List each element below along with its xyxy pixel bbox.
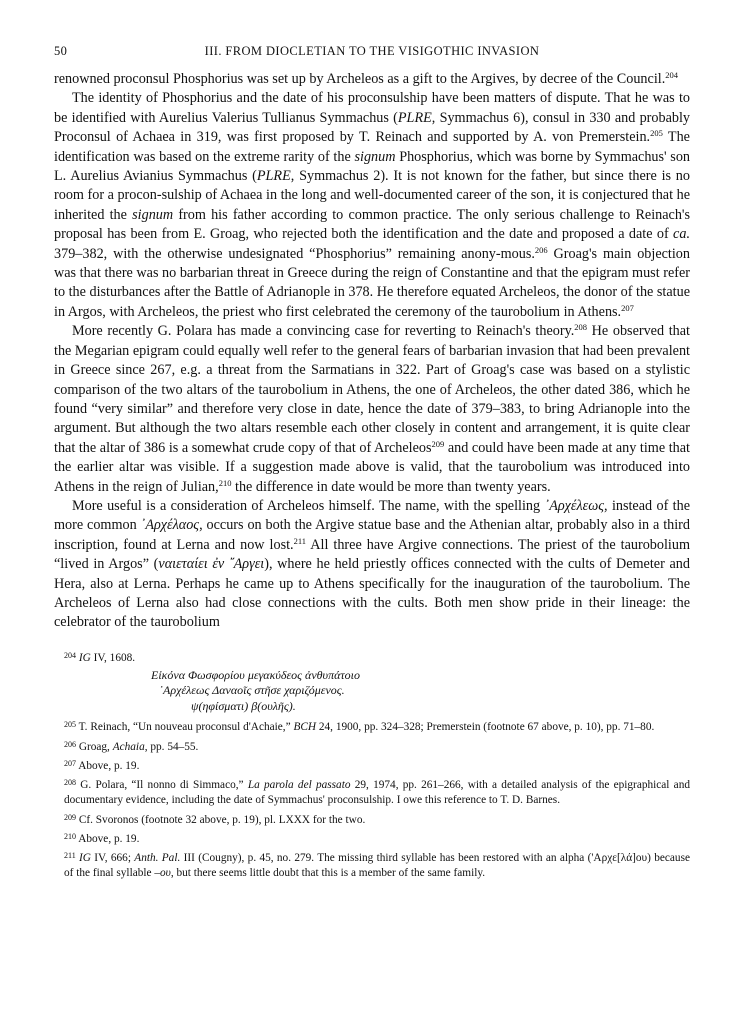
text-run: Cf. Svoronos (footnote 32 above, p. 19), pl. LXXX for the two.	[78, 813, 366, 826]
verse-line: ᾿Αρχέλεως Δαναοῖς στῆσε χαριζόμενος.	[159, 683, 345, 698]
paragraph	[54, 322, 690, 497]
italic-run: ca.	[673, 226, 690, 243]
footnotes	[54, 651, 690, 882]
footnote-ref: 207	[621, 302, 634, 313]
text-run: renowned proconsul Phosphorius was set up by Archeleos as a gift to the Argives, by decree of the Council.	[54, 71, 666, 87]
paragraph	[54, 497, 690, 633]
text-run: T. Reinach, “Un nouveau proconsul d'Achaie,”	[78, 721, 294, 734]
italic-run: PLRE	[397, 109, 432, 126]
page	[54, 36, 690, 881]
footnote	[54, 740, 690, 755]
text-run: III (Cougny), p. 45, no. 279. The missing third syllable has been restored with an alpha ('Αρχε[λά]ου) because of the final syllable –	[64, 851, 690, 880]
running-head: III. FROM DIOCLETIAN TO THE VISIGOTHIC INVASION	[204, 44, 540, 58]
footnote-number: 209	[64, 812, 76, 822]
footnote-number: 204	[64, 650, 76, 660]
footnote-ref: 209	[431, 438, 445, 449]
greek-run: ᾿Αρχέλαος	[140, 517, 200, 534]
text-run: Groag,	[78, 740, 113, 753]
footnote	[54, 832, 690, 847]
footnote-number: 210	[64, 831, 76, 841]
text-run: G. Polara, “Il nonno di Simmaco,”	[80, 779, 248, 792]
italic-run: BCH	[293, 721, 317, 734]
text-run: , instead of the more common	[54, 497, 690, 534]
paragraph	[54, 70, 690, 89]
text-run: More useful is a consideration of Archeleos himself. The name, with the spelling	[72, 497, 545, 514]
page-number: 50	[54, 44, 68, 58]
text-run: , Symmachus 6), consul in 330 and probably Proconsul of Achaea in 319, was first proposed by T. Reinach and supported by A. von Premerstein.	[54, 109, 690, 146]
italic-run: PLRE	[256, 168, 291, 185]
text-run: , Symmachus 2). It is not known for the father, but since there is no room for a procon-sulship of Achaea in the long and well-documented career of the son, it is conjectured that he inherited the	[54, 168, 690, 223]
italic-run: Anth. Pal.	[134, 851, 181, 864]
text-run: IV, 1608.	[90, 651, 136, 664]
footnote-ref: 208	[574, 322, 588, 333]
verse-line: Εἰκόνα Φωσφορίου μεγακύδεος ἀνθυπάτοιο	[151, 667, 361, 682]
footnote-ref: 211	[293, 535, 307, 546]
text-run: IV, 666;	[90, 851, 135, 864]
footnote-ref: 206	[534, 244, 548, 255]
text-run: , occurs on both the Argive statue base and the Athenian altar, probably also in a third inscription, found at Lerna and now lost.	[54, 517, 690, 553]
text-run: 24, 1900, pp. 324–328; Premerstein (footnote 67 above, p. 10), pp. 71–80.	[316, 721, 655, 734]
footnote-ref: 205	[650, 128, 663, 139]
page-header	[54, 36, 690, 58]
text-run: 379–382, with the otherwise undesignated “Phosphorius” remaining anony-mous.	[54, 245, 535, 262]
text-run: the difference in date would be more than twenty years.	[231, 478, 551, 495]
italic-run: Achaia	[112, 740, 145, 753]
text-run: from his father according to common practice. The only serious challenge to Reinach's proposal has been from E. Groag, who rejected both the identification and the date and proposed a date of	[54, 206, 690, 243]
footnote-number: 207	[64, 758, 76, 768]
text-run: He observed that the Megarian epigram could equally well refer to the general fears of barbarian invasion that had been prevalent in Greece since 267, e.g. a threat from the Sarmatians in 322. Part of Groag's case was based on a stylistic comparison of the two altars of the taurobolium in Athens, the one of Archeleos, the other dated 386, which he found “very similar” and therefore very close in date, hence the date of 379–383, to bring Adrianople into the argument. But although the two altars resemble each other closely in content and arrangement, it is quite clear that the altar of 386 is a somewhat crude copy of that of Archeleos	[54, 323, 690, 456]
italic-run: IG	[79, 851, 91, 864]
italic-run: signum	[132, 206, 174, 223]
text-run: , but there seems little doubt that this is a member of the same family.	[170, 867, 486, 880]
verse-line: ψ(ηφίσματι) β(ουλῆς).	[191, 698, 296, 713]
greek-run: ᾿Αρχέλεως	[544, 497, 605, 514]
text-run: All three have Argive connections. The priest of the taurobolium “lived in Argos” (	[54, 536, 690, 573]
footnote-number: 208	[64, 778, 76, 788]
footnote	[54, 851, 690, 881]
text-run: More recently G. Polara has made a convincing case for reverting to Reinach's theory.	[72, 323, 575, 340]
italic-run: signum	[354, 148, 396, 165]
footnote	[54, 720, 690, 735]
text-run: ), where he held priestly offices connected with the cults of Demeter and Hera, also at Lerna. Perhaps he came up to Athens specifically for the inauguration of the taurobolium. The Archeleos of Lerna also had close connections with the cults. Both men show pride in their lineage: the celebrator of the taurobolium	[54, 556, 690, 631]
text-run: Groag's main objection was that there was no barbarian threat in Greece during the reign of Constantine and that the epigram must refer to the disturbances after the Battle of Adrianople in 378. He therefore equated Archeleos, the donor of the statue in Argos, with Archeleos, the priest who first celebrated the ceremony of the taurobolium in Athens.	[54, 245, 690, 320]
body-text	[54, 70, 690, 633]
footnote	[54, 778, 690, 808]
footnote	[54, 759, 690, 774]
footnote-verse	[54, 668, 690, 715]
footnote	[54, 651, 690, 666]
italic-run: ου	[160, 867, 171, 880]
footnote-number: 206	[64, 739, 76, 749]
text-run: Above, p. 19.	[78, 759, 140, 772]
text-run: and could have been made at any time that the earlier altar was visible. If a suggestion made above is valid, that the taurobolium was introduced into Athens in the reign of Julian,	[54, 439, 690, 495]
italic-run: IG	[78, 651, 91, 664]
footnote	[54, 813, 690, 828]
italic-run: La parola del passato	[247, 779, 351, 792]
footnote-ref: 210	[218, 477, 232, 488]
footnote-number: 211	[64, 850, 76, 860]
text-run: , pp. 54–55.	[144, 740, 199, 753]
footnote-number: 205	[64, 720, 76, 730]
greek-run: ναιεταίει ἐν ῎Αργει	[158, 556, 265, 573]
footnote-ref: 204	[665, 70, 679, 80]
paragraph	[54, 89, 690, 322]
text-run: The identification was based on the extreme rarity of the	[54, 129, 690, 165]
text-run: Phosphorius, which was borne by Symmachus' son L. Aurelius Avianius Symmachus (	[54, 148, 691, 185]
text-run: 29, 1974, pp. 261–266, with a detailed analysis of the epigraphical and documentary evidence, including the date of Symmachus' proconsulship. I owe this reference to T. D. Barnes.	[64, 779, 690, 807]
text-run: Above, p. 19.	[78, 832, 140, 845]
text-run: The identity of Phosphorius and the date of his proconsulship have been matters of dispute. That he was to be identified with Aurelius Valerius Tullianus Symmachus (	[54, 90, 690, 126]
